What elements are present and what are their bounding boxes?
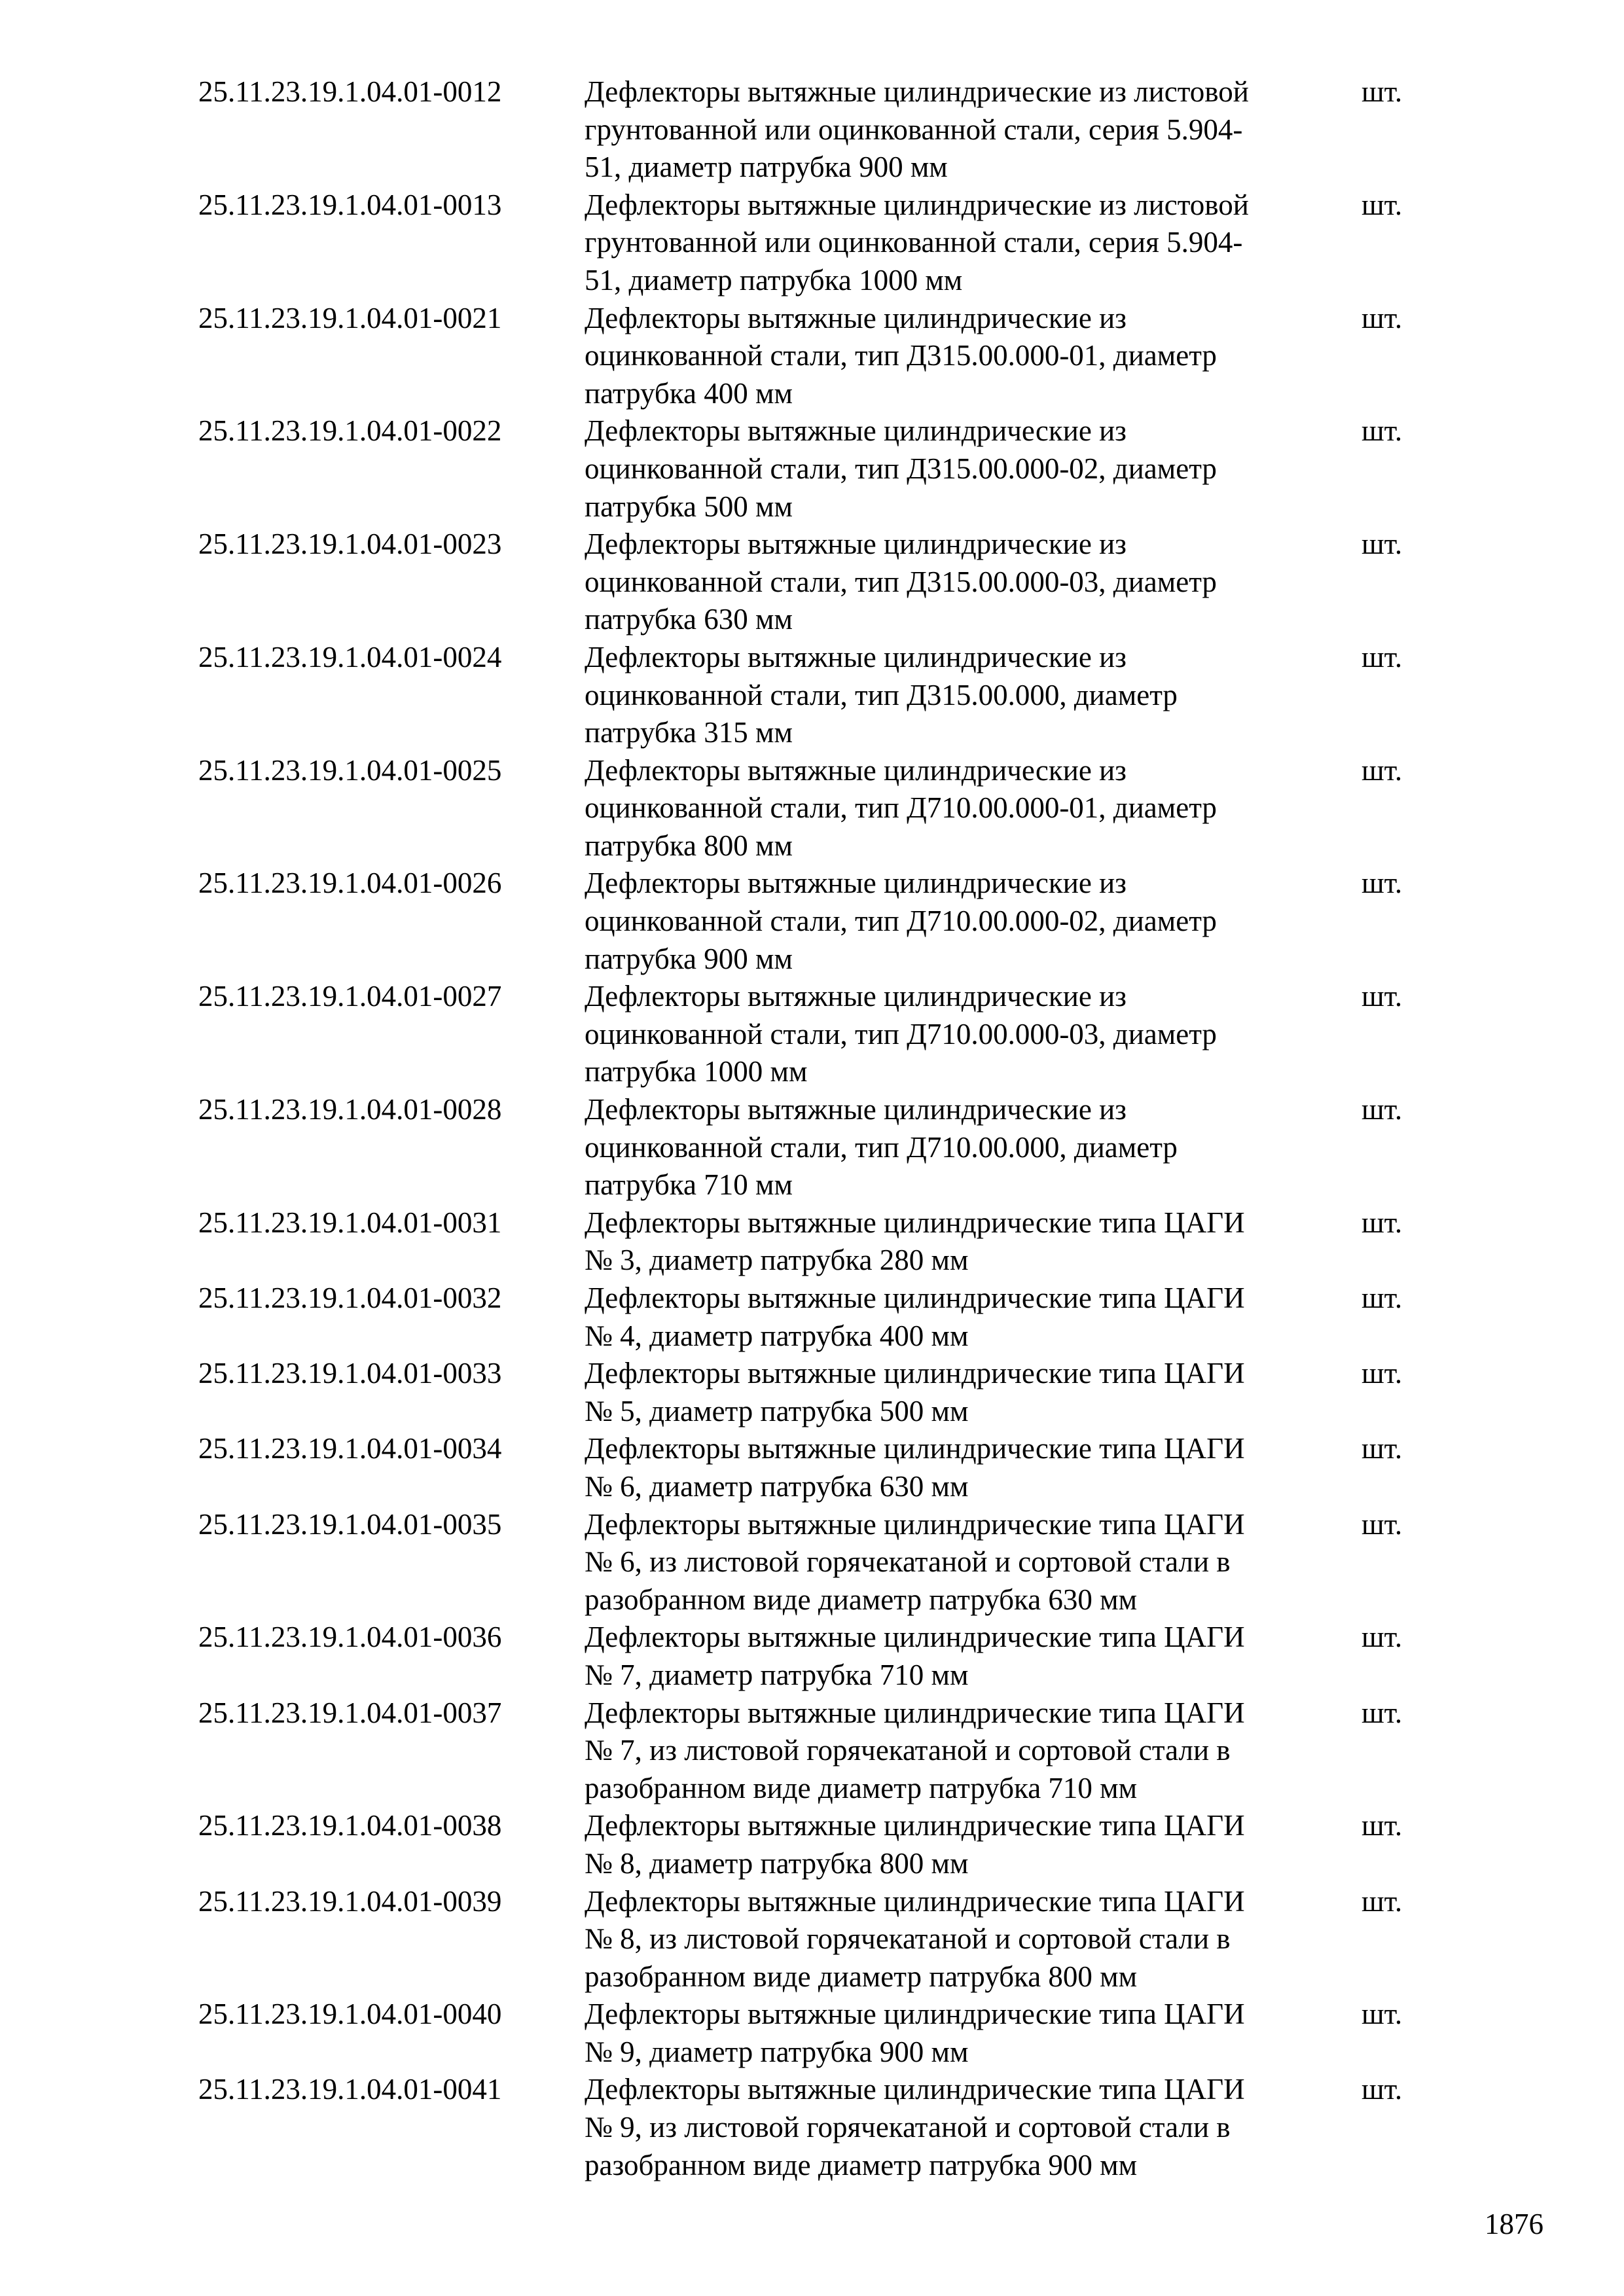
item-unit: шт. — [1362, 1282, 1403, 1314]
item-unit: шт. — [1362, 1998, 1403, 2031]
item-description — [585, 978, 1344, 1091]
list-item — [0, 1807, 1624, 1882]
description-line: патрубка 800 мм — [585, 829, 793, 862]
item-code: 25.11.23.19.1.04.01-0028 — [198, 1093, 502, 1126]
item-description — [585, 1430, 1344, 1505]
list-item — [0, 639, 1624, 752]
description-line: оцинкованной стали, тип Д315.00.000-03, диаметр — [585, 565, 1217, 598]
list-item — [0, 865, 1624, 978]
item-code: 25.11.23.19.1.04.01-0036 — [198, 1621, 502, 1654]
description-line: 51, диаметр патрубка 1000 мм — [585, 263, 963, 296]
description-line: патрубка 315 мм — [585, 716, 793, 749]
description-line: оцинкованной стали, тип Д315.00.000-01, диаметр — [585, 339, 1217, 372]
description-line: Дефлекторы вытяжные цилиндрические из листовой — [585, 75, 1249, 108]
description-line: оцинкованной стали, тип Д710.00.000-02, диаметр — [585, 905, 1217, 938]
description-line: № 8, из листовой горячекатаной и сортовой стали в — [585, 1922, 1231, 1956]
description-line: патрубка 900 мм — [585, 942, 793, 975]
item-code: 25.11.23.19.1.04.01-0038 — [198, 1809, 502, 1842]
description-line: разобранном виде диаметр патрубка 900 мм — [585, 2148, 1138, 2181]
description-line: № 6, диаметр патрубка 630 мм — [585, 1469, 969, 1503]
list-item — [0, 412, 1624, 526]
item-description — [585, 1204, 1344, 1280]
item-description — [585, 2071, 1344, 2184]
description-line: № 4, диаметр патрубка 400 мм — [585, 1319, 969, 1352]
item-code: 25.11.23.19.1.04.01-0034 — [198, 1432, 502, 1465]
description-line: № 5, диаметр патрубка 500 мм — [585, 1394, 969, 1427]
item-unit: шт. — [1362, 1809, 1403, 1842]
page-number: 1876 — [1485, 2208, 1543, 2240]
item-unit: шт. — [1362, 75, 1403, 108]
item-unit: шт. — [1362, 1507, 1403, 1541]
item-code: 25.11.23.19.1.04.01-0013 — [198, 188, 502, 221]
classifier-list — [0, 73, 1624, 2184]
description-line: оцинкованной стали, тип Д315.00.000-02, диаметр — [585, 452, 1217, 485]
item-unit: шт. — [1362, 2073, 1403, 2106]
item-code: 25.11.23.19.1.04.01-0023 — [198, 528, 502, 561]
item-unit: шт. — [1362, 528, 1403, 561]
item-unit: шт. — [1362, 640, 1403, 673]
description-line: Дефлекторы вытяжные цилиндрические типа ЦАГИ — [585, 1432, 1245, 1465]
item-description — [585, 865, 1344, 978]
list-item — [0, 752, 1624, 865]
item-unit: шт. — [1362, 188, 1403, 221]
item-unit: шт. — [1362, 980, 1403, 1013]
description-line: Дефлекторы вытяжные цилиндрические из — [585, 980, 1127, 1013]
item-description — [585, 526, 1344, 639]
item-description — [585, 1091, 1344, 1204]
description-line: разобранном виде диаметр патрубка 710 мм — [585, 1771, 1138, 1804]
description-line: разобранном виде диаметр патрубка 800 мм — [585, 1960, 1138, 1993]
item-code: 25.11.23.19.1.04.01-0040 — [198, 1998, 502, 2031]
list-item — [0, 1280, 1624, 1355]
item-code: 25.11.23.19.1.04.01-0031 — [198, 1206, 502, 1239]
list-item — [0, 187, 1624, 300]
item-code: 25.11.23.19.1.04.01-0022 — [198, 414, 502, 448]
item-code: 25.11.23.19.1.04.01-0032 — [198, 1282, 502, 1314]
description-line: оцинкованной стали, тип Д710.00.000, диаметр — [585, 1130, 1178, 1164]
description-line: грунтованной или оцинкованной стали, серия 5.904- — [585, 226, 1243, 259]
item-unit: шт. — [1362, 1884, 1403, 1918]
description-line: № 9, из листовой горячекатаной и сортовой стали в — [585, 2111, 1231, 2144]
item-unit: шт. — [1362, 1206, 1403, 1239]
list-item — [0, 1996, 1624, 2071]
list-item — [0, 1091, 1624, 1204]
item-unit: шт. — [1362, 301, 1403, 334]
item-unit: шт. — [1362, 1093, 1403, 1126]
description-line: разобранном виде диаметр патрубка 630 мм — [585, 1583, 1138, 1616]
item-unit: шт. — [1362, 1432, 1403, 1465]
list-item — [0, 1619, 1624, 1694]
description-line: Дефлекторы вытяжные цилиндрические типа ЦАГИ — [585, 2073, 1245, 2106]
list-item — [0, 1506, 1624, 1619]
item-unit: шт. — [1362, 867, 1403, 900]
description-line: Дефлекторы вытяжные цилиндрические из — [585, 528, 1127, 561]
list-item — [0, 1695, 1624, 1808]
item-description — [585, 1695, 1344, 1808]
item-unit: шт. — [1362, 1357, 1403, 1390]
description-line: Дефлекторы вытяжные цилиндрические типа ЦАГИ — [585, 1282, 1245, 1314]
item-description — [585, 1619, 1344, 1694]
description-line: № 7, из листовой горячекатаной и сортовой стали в — [585, 1734, 1231, 1767]
item-code: 25.11.23.19.1.04.01-0041 — [198, 2073, 502, 2106]
item-description — [585, 1883, 1344, 1996]
list-item — [0, 1204, 1624, 1280]
item-code: 25.11.23.19.1.04.01-0025 — [198, 753, 502, 787]
description-line: Дефлекторы вытяжные цилиндрические типа ЦАГИ — [585, 1621, 1245, 1654]
description-line: Дефлекторы вытяжные цилиндрические из листовой — [585, 188, 1249, 221]
description-line: грунтованной или оцинкованной стали, серия 5.904- — [585, 113, 1243, 146]
list-item — [0, 1430, 1624, 1505]
item-description — [585, 1280, 1344, 1355]
description-line: Дефлекторы вытяжные цилиндрические из — [585, 867, 1127, 900]
item-code: 25.11.23.19.1.04.01-0039 — [198, 1884, 502, 1918]
description-line: Дефлекторы вытяжные цилиндрические типа ЦАГИ — [585, 1884, 1245, 1918]
description-line: патрубка 1000 мм — [585, 1055, 808, 1088]
description-line: оцинкованной стали, тип Д710.00.000-01, диаметр — [585, 791, 1217, 825]
description-line: патрубка 500 мм — [585, 490, 793, 523]
description-line: Дефлекторы вытяжные цилиндрические типа ЦАГИ — [585, 1809, 1245, 1842]
item-code: 25.11.23.19.1.04.01-0021 — [198, 301, 502, 334]
item-code: 25.11.23.19.1.04.01-0035 — [198, 1507, 502, 1541]
item-description — [585, 300, 1344, 413]
description-line: Дефлекторы вытяжные цилиндрические из — [585, 301, 1127, 334]
item-code: 25.11.23.19.1.04.01-0012 — [198, 75, 502, 108]
item-unit: шт. — [1362, 1621, 1403, 1654]
description-line: 51, диаметр патрубка 900 мм — [585, 151, 948, 184]
list-item — [0, 1355, 1624, 1430]
description-line: патрубка 400 мм — [585, 376, 793, 410]
description-line: № 8, диаметр патрубка 800 мм — [585, 1846, 969, 1880]
item-unit: шт. — [1362, 1696, 1403, 1729]
item-code: 25.11.23.19.1.04.01-0037 — [198, 1696, 502, 1729]
item-unit: шт. — [1362, 753, 1403, 787]
description-line: № 9, диаметр патрубка 900 мм — [585, 2035, 969, 2068]
list-item — [0, 1883, 1624, 1996]
item-code: 25.11.23.19.1.04.01-0026 — [198, 867, 502, 900]
item-description — [585, 1996, 1344, 2071]
description-line: № 6, из листовой горячекатаной и сортовой стали в — [585, 1545, 1231, 1579]
description-line: Дефлекторы вытяжные цилиндрические из — [585, 753, 1127, 787]
list-item — [0, 526, 1624, 639]
description-line: № 3, диаметр патрубка 280 мм — [585, 1244, 969, 1277]
description-line: Дефлекторы вытяжные цилиндрические из — [585, 414, 1127, 448]
description-line: Дефлекторы вытяжные цилиндрические типа ЦАГИ — [585, 1998, 1245, 2031]
description-line: Дефлекторы вытяжные цилиндрические типа ЦАГИ — [585, 1696, 1245, 1729]
item-description — [585, 1807, 1344, 1882]
description-line: Дефлекторы вытяжные цилиндрические из — [585, 1093, 1127, 1126]
item-code: 25.11.23.19.1.04.01-0024 — [198, 640, 502, 673]
item-description — [585, 639, 1344, 752]
description-line: Дефлекторы вытяжные цилиндрические типа ЦАГИ — [585, 1206, 1245, 1239]
list-item — [0, 2071, 1624, 2184]
description-line: патрубка 710 мм — [585, 1168, 793, 1202]
description-line: Дефлекторы вытяжные цилиндрические типа ЦАГИ — [585, 1357, 1245, 1390]
description-line: № 7, диаметр патрубка 710 мм — [585, 1658, 969, 1691]
item-description — [585, 73, 1344, 187]
list-item — [0, 300, 1624, 413]
item-code: 25.11.23.19.1.04.01-0027 — [198, 980, 502, 1013]
list-item — [0, 73, 1624, 187]
description-line: Дефлекторы вытяжные цилиндрические типа ЦАГИ — [585, 1507, 1245, 1541]
item-description — [585, 412, 1344, 526]
item-code: 25.11.23.19.1.04.01-0033 — [198, 1357, 502, 1390]
description-line: оцинкованной стали, тип Д710.00.000-03, диаметр — [585, 1017, 1217, 1050]
list-item — [0, 978, 1624, 1091]
item-description — [585, 752, 1344, 865]
item-description — [585, 1506, 1344, 1619]
item-description — [585, 1355, 1344, 1430]
description-line: патрубка 630 мм — [585, 603, 793, 636]
item-description — [585, 187, 1344, 300]
description-line: оцинкованной стали, тип Д315.00.000, диаметр — [585, 678, 1178, 711]
item-unit: шт. — [1362, 414, 1403, 448]
description-line: Дефлекторы вытяжные цилиндрические из — [585, 640, 1127, 673]
